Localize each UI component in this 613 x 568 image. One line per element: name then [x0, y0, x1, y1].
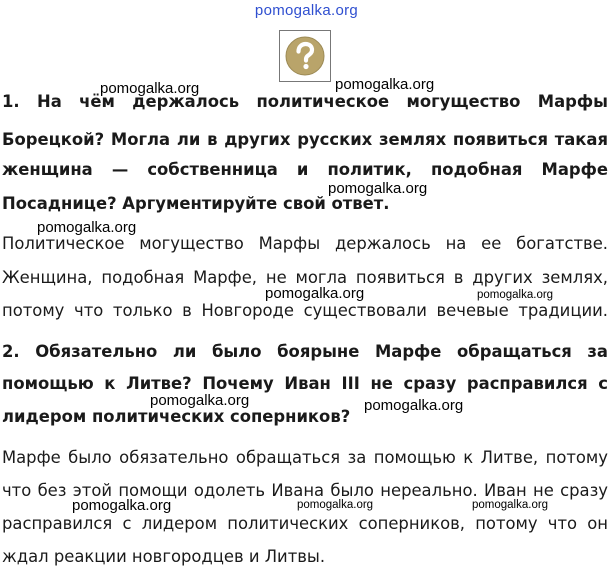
answer-2-line-3: расправился с лидером политических соперников, потому что он	[2, 514, 608, 533]
watermark: pomogalka.org	[297, 499, 374, 511]
watermark: pomogalka.org	[335, 76, 435, 93]
watermark: pomogalka.org	[37, 219, 137, 236]
question-2-line-3: лидером политических соперников?	[2, 407, 351, 426]
site-header[interactable]: pomogalka.org	[254, 2, 359, 19]
watermark: pomogalka.org	[265, 285, 365, 302]
question-icon-box	[279, 30, 331, 82]
watermark: pomogalka.org	[150, 392, 250, 409]
watermark: pomogalka.org	[472, 499, 549, 511]
answer-1-line-3: потому что только в Новгороде существовали вечевые традиции.	[2, 301, 608, 320]
question-1-line-1: 1. На чём держалось политическое могущество Марфы	[2, 92, 608, 111]
question-1-line-4: Посаднице? Аргументируйте свой ответ.	[2, 194, 390, 213]
question-1-line-3: женщина — собственница и политик, подобная Марфе	[2, 160, 608, 179]
answer-1-line-1: Политическое могущество Марфы держалось на ее богатстве.	[2, 234, 608, 253]
watermark: pomogalka.org	[328, 180, 428, 197]
watermark: pomogalka.org	[100, 80, 200, 97]
question-mark-icon	[280, 31, 330, 81]
watermark: pomogalka.org	[477, 289, 554, 301]
question-1-line-2: Борецкой? Могла ли в других русских землях появиться такая	[2, 130, 608, 149]
answer-2-line-1: Марфе было обязательно обращаться за помощью к Литве, потому	[2, 448, 608, 467]
answer-1-line-2: Женщина, подобная Марфе, не могла появиться в других землях,	[2, 268, 608, 287]
answer-2-line-2: что без этой помощи одолеть Ивана было нереально. Иван не сразу	[2, 481, 608, 500]
answer-2-line-4: ждал реакции новгородцев и Литвы.	[2, 547, 326, 566]
question-2-line-1: 2. Обязательно ли было боярыне Марфе обращаться за	[2, 342, 608, 361]
question-2-line-2: помощью к Литве? Почему Иван III не сразу расправился с	[2, 374, 608, 393]
watermark: pomogalka.org	[72, 497, 172, 514]
watermark: pomogalka.org	[364, 397, 464, 414]
